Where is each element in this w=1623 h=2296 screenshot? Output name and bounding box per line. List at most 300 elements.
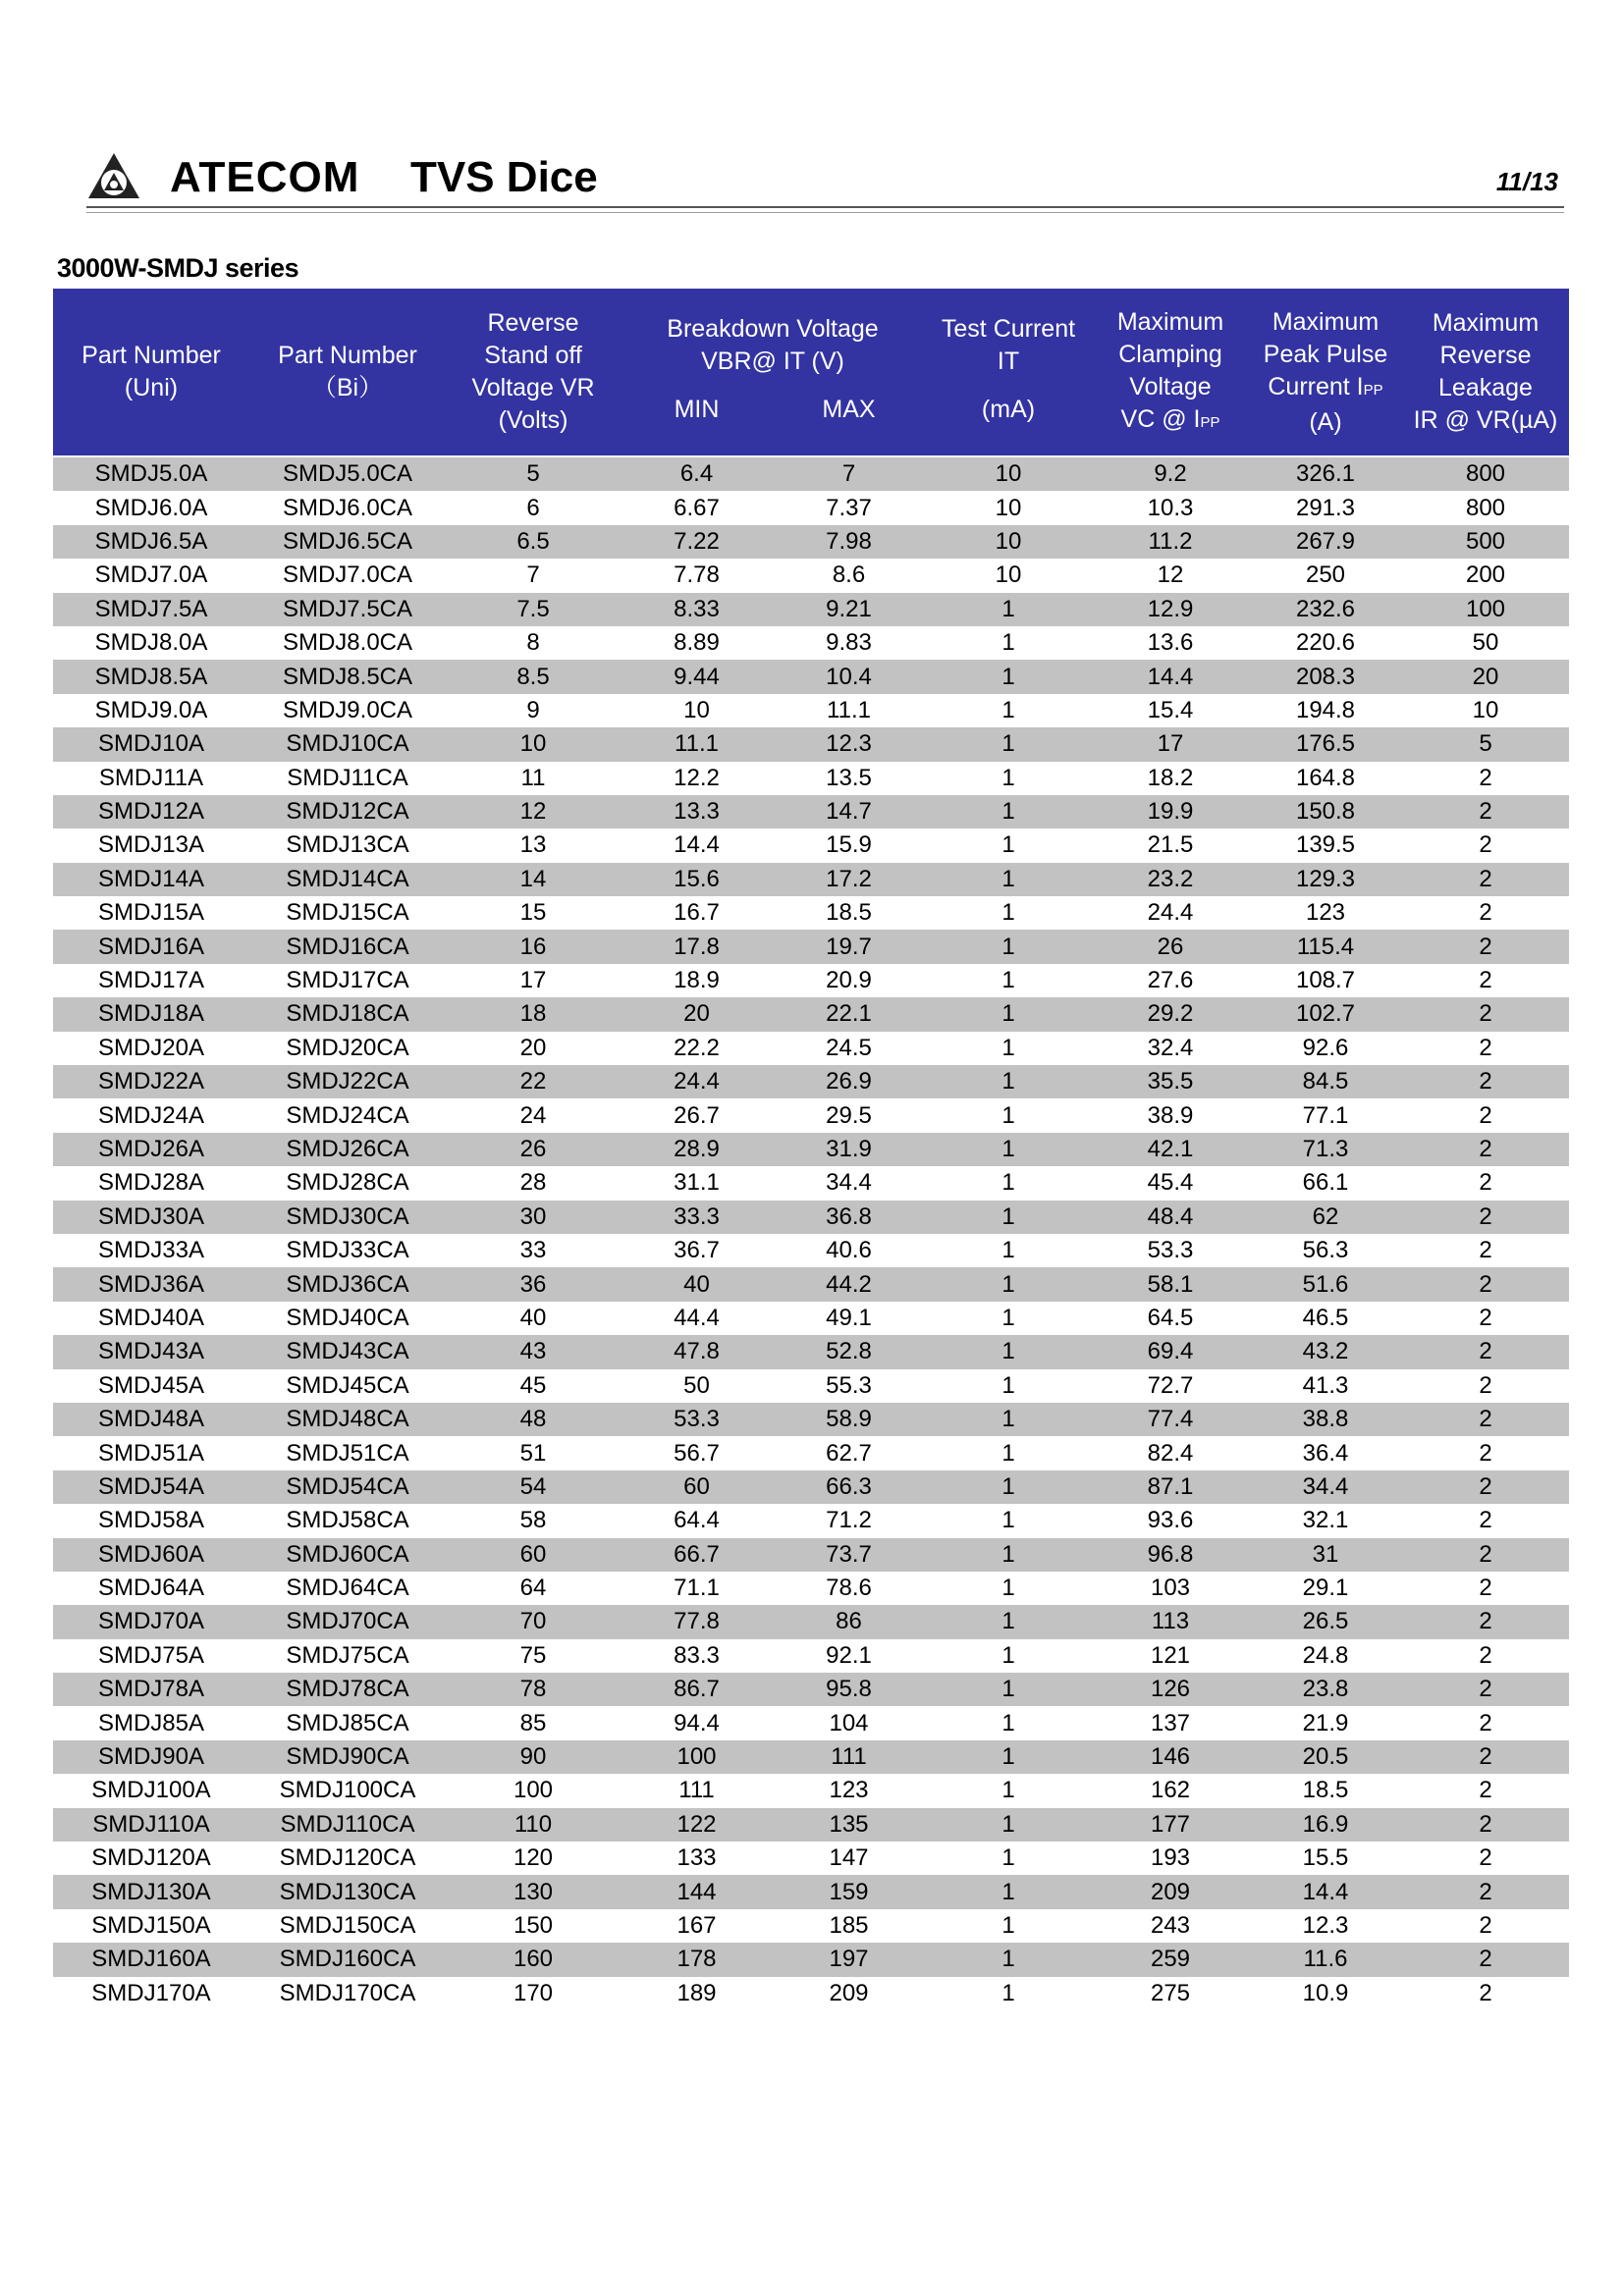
- cell-vbr-min: 86.7: [621, 1673, 773, 1706]
- cell-part-bi: SMDJ30CA: [249, 1201, 446, 1234]
- cell-ipp: 20.5: [1249, 1740, 1402, 1774]
- cell-part-bi: SMDJ18CA: [249, 997, 446, 1031]
- cell-ir: 2: [1402, 1909, 1569, 1943]
- cell-vbr-min: 31.1: [621, 1166, 773, 1200]
- cell-vbr-max: 14.7: [773, 795, 925, 828]
- cell-part-bi: SMDJ36CA: [249, 1267, 446, 1301]
- cell-vbr-min: 71.1: [621, 1572, 773, 1605]
- cell-vbr-min: 60: [621, 1470, 773, 1504]
- cell-part-bi: SMDJ58CA: [249, 1504, 446, 1537]
- cell-part-uni: SMDJ43A: [53, 1335, 249, 1368]
- table-row: [53, 762, 1569, 795]
- cell-ir: 2: [1402, 1098, 1569, 1132]
- cell-it: 1: [925, 1403, 1092, 1436]
- cell-it: 10: [925, 457, 1092, 491]
- table-row: [53, 1369, 1569, 1403]
- cell-ir: 2: [1402, 1335, 1569, 1368]
- cell-part-uni: SMDJ120A: [53, 1842, 249, 1875]
- table-row: [53, 1133, 1569, 1166]
- cell-ipp: 32.1: [1249, 1504, 1402, 1537]
- cell-vbr-max: 10.4: [773, 660, 925, 693]
- cell-vr: 7: [446, 559, 621, 592]
- cell-vbr-min: 16.7: [621, 896, 773, 930]
- col-header-part-bi: Part Number （Bi）: [278, 342, 417, 401]
- cell-vbr-min: 94.4: [621, 1706, 773, 1739]
- cell-part-bi: SMDJ26CA: [249, 1133, 446, 1166]
- cell-ir: 2: [1402, 1267, 1569, 1301]
- cell-it: 1: [925, 1639, 1092, 1673]
- col-header-vbr-min: MIN: [674, 395, 720, 423]
- cell-vc: 9.2: [1092, 457, 1249, 491]
- cell-it: 1: [925, 1335, 1092, 1368]
- cell-ipp: 62: [1249, 1201, 1402, 1234]
- cell-vr: 14: [446, 863, 621, 896]
- cell-vbr-min: 18.9: [621, 964, 773, 997]
- cell-part-uni: SMDJ8.0A: [53, 626, 249, 660]
- cell-vr: 70: [446, 1605, 621, 1638]
- cell-vr: 160: [446, 1943, 621, 1976]
- cell-ipp: 108.7: [1249, 964, 1402, 997]
- cell-vr: 17: [446, 964, 621, 997]
- cell-vc: 10.3: [1092, 491, 1249, 524]
- cell-vc: 121: [1092, 1639, 1249, 1673]
- table-row: [53, 1065, 1569, 1098]
- cell-part-uni: SMDJ45A: [53, 1369, 249, 1403]
- cell-vc: 27.6: [1092, 964, 1249, 997]
- cell-vbr-min: 22.2: [621, 1032, 773, 1065]
- cell-vc: 72.7: [1092, 1369, 1249, 1403]
- cell-part-uni: SMDJ51A: [53, 1436, 249, 1469]
- cell-vbr-max: 11.1: [773, 694, 925, 727]
- cell-part-bi: SMDJ90CA: [249, 1740, 446, 1774]
- cell-vc: 64.5: [1092, 1302, 1249, 1335]
- cell-vbr-max: 111: [773, 1740, 925, 1774]
- cell-vbr-min: 15.6: [621, 863, 773, 896]
- cell-ipp: 21.9: [1249, 1706, 1402, 1739]
- cell-vc: 26: [1092, 930, 1249, 963]
- cell-vr: 16: [446, 930, 621, 963]
- cell-part-uni: SMDJ12A: [53, 795, 249, 828]
- cell-vr: 170: [446, 1977, 621, 2010]
- cell-ir: 2: [1402, 1639, 1569, 1673]
- cell-vbr-max: 29.5: [773, 1098, 925, 1132]
- cell-ipp: 16.9: [1249, 1808, 1402, 1842]
- table-row: [53, 1201, 1569, 1234]
- cell-vr: 18: [446, 997, 621, 1031]
- cell-part-uni: SMDJ40A: [53, 1302, 249, 1335]
- cell-vbr-min: 13.3: [621, 795, 773, 828]
- cell-vbr-max: 18.5: [773, 896, 925, 930]
- cell-vbr-max: 58.9: [773, 1403, 925, 1436]
- cell-vbr-max: 26.9: [773, 1065, 925, 1098]
- table-row: [53, 1808, 1569, 1842]
- cell-vr: 100: [446, 1774, 621, 1807]
- cell-vbr-max: 66.3: [773, 1470, 925, 1504]
- table-row: [53, 593, 1569, 626]
- table-row: [53, 660, 1569, 693]
- cell-ir: 2: [1402, 1470, 1569, 1504]
- cell-it: 1: [925, 626, 1092, 660]
- cell-ir: 2: [1402, 1673, 1569, 1706]
- header-divider: [86, 212, 1564, 213]
- cell-it: 1: [925, 1875, 1092, 1908]
- cell-ipp: 123: [1249, 896, 1402, 930]
- cell-vc: 96.8: [1092, 1538, 1249, 1572]
- cell-ir: 2: [1402, 1875, 1569, 1908]
- cell-vc: 23.2: [1092, 863, 1249, 896]
- cell-vc: 193: [1092, 1842, 1249, 1875]
- cell-part-uni: SMDJ70A: [53, 1605, 249, 1638]
- cell-it: 1: [925, 1032, 1092, 1065]
- cell-it: 1: [925, 1842, 1092, 1875]
- cell-it: 1: [925, 1808, 1092, 1842]
- cell-vbr-min: 8.33: [621, 593, 773, 626]
- cell-it: 1: [925, 1369, 1092, 1403]
- cell-ipp: 102.7: [1249, 997, 1402, 1031]
- cell-part-bi: SMDJ78CA: [249, 1673, 446, 1706]
- cell-vbr-max: 15.9: [773, 828, 925, 862]
- cell-vbr-min: 133: [621, 1842, 773, 1875]
- cell-ir: 2: [1402, 896, 1569, 930]
- table-row: [53, 997, 1569, 1031]
- table-row: [53, 457, 1569, 491]
- cell-vr: 10: [446, 727, 621, 761]
- cell-ipp: 150.8: [1249, 795, 1402, 828]
- cell-ipp: 232.6: [1249, 593, 1402, 626]
- cell-ir: 20: [1402, 660, 1569, 693]
- table-row: [53, 1943, 1569, 1976]
- cell-ir: 2: [1402, 1436, 1569, 1469]
- table-row: [53, 1774, 1569, 1807]
- table-row: [53, 828, 1569, 862]
- cell-ipp: 41.3: [1249, 1369, 1402, 1403]
- cell-part-bi: SMDJ9.0CA: [249, 694, 446, 727]
- cell-vbr-min: 56.7: [621, 1436, 773, 1469]
- cell-ipp: 15.5: [1249, 1842, 1402, 1875]
- cell-part-uni: SMDJ60A: [53, 1538, 249, 1572]
- cell-vbr-max: 22.1: [773, 997, 925, 1031]
- cell-vr: 8.5: [446, 660, 621, 693]
- cell-ipp: 326.1: [1249, 457, 1402, 491]
- table-row: [53, 1234, 1569, 1267]
- cell-ir: 2: [1402, 997, 1569, 1031]
- cell-vbr-min: 64.4: [621, 1504, 773, 1537]
- table-row: [53, 1538, 1569, 1572]
- cell-ir: 500: [1402, 525, 1569, 559]
- cell-vc: 17: [1092, 727, 1249, 761]
- cell-part-uni: SMDJ64A: [53, 1572, 249, 1605]
- cell-part-uni: SMDJ17A: [53, 964, 249, 997]
- table-row: [53, 1875, 1569, 1908]
- cell-part-uni: SMDJ36A: [53, 1267, 249, 1301]
- cell-vbr-max: 71.2: [773, 1504, 925, 1537]
- cell-part-bi: SMDJ6.5CA: [249, 525, 446, 559]
- cell-it: 1: [925, 1774, 1092, 1807]
- cell-vbr-min: 7.22: [621, 525, 773, 559]
- table-row: [53, 1572, 1569, 1605]
- cell-part-uni: SMDJ75A: [53, 1639, 249, 1673]
- cell-vbr-min: 33.3: [621, 1201, 773, 1234]
- cell-part-bi: SMDJ150CA: [249, 1909, 446, 1943]
- table-row: [53, 525, 1569, 559]
- cell-vr: 40: [446, 1302, 621, 1335]
- cell-it: 1: [925, 1706, 1092, 1739]
- cell-part-uni: SMDJ33A: [53, 1234, 249, 1267]
- cell-part-uni: SMDJ130A: [53, 1875, 249, 1908]
- product-title: TVS Dice: [410, 153, 598, 201]
- cell-vc: 24.4: [1092, 896, 1249, 930]
- table-row: [53, 1302, 1569, 1335]
- cell-vbr-min: 36.7: [621, 1234, 773, 1267]
- cell-vr: 110: [446, 1808, 621, 1842]
- cell-vr: 78: [446, 1673, 621, 1706]
- cell-part-bi: SMDJ110CA: [249, 1808, 446, 1842]
- cell-ir: 50: [1402, 626, 1569, 660]
- cell-ipp: 31: [1249, 1538, 1402, 1572]
- table-row: [53, 1436, 1569, 1469]
- cell-ipp: 23.8: [1249, 1673, 1402, 1706]
- cell-vbr-max: 7.37: [773, 491, 925, 524]
- cell-it: 1: [925, 1504, 1092, 1537]
- cell-it: 1: [925, 997, 1092, 1031]
- cell-vc: 32.4: [1092, 1032, 1249, 1065]
- cell-ir: 2: [1402, 863, 1569, 896]
- cell-vr: 58: [446, 1504, 621, 1537]
- cell-part-bi: SMDJ64CA: [249, 1572, 446, 1605]
- cell-part-uni: SMDJ48A: [53, 1403, 249, 1436]
- cell-vbr-max: 55.3: [773, 1369, 925, 1403]
- cell-ir: 2: [1402, 1302, 1569, 1335]
- col-header-part-uni: Part Number (Uni): [81, 342, 221, 401]
- cell-vbr-min: 83.3: [621, 1639, 773, 1673]
- cell-vbr-min: 7.78: [621, 559, 773, 592]
- cell-ipp: 139.5: [1249, 828, 1402, 862]
- cell-vbr-max: 123: [773, 1774, 925, 1807]
- table-row: [53, 1673, 1569, 1706]
- cell-vbr-min: 14.4: [621, 828, 773, 862]
- cell-ipp: 267.9: [1249, 525, 1402, 559]
- cell-vr: 54: [446, 1470, 621, 1504]
- cell-part-bi: SMDJ54CA: [249, 1470, 446, 1504]
- cell-ipp: 115.4: [1249, 930, 1402, 963]
- cell-part-uni: SMDJ13A: [53, 828, 249, 862]
- cell-part-bi: SMDJ70CA: [249, 1605, 446, 1638]
- cell-part-uni: SMDJ78A: [53, 1673, 249, 1706]
- cell-ipp: 12.3: [1249, 1909, 1402, 1943]
- cell-part-bi: SMDJ5.0CA: [249, 457, 446, 491]
- cell-vc: 146: [1092, 1740, 1249, 1774]
- cell-vr: 64: [446, 1572, 621, 1605]
- cell-vr: 85: [446, 1706, 621, 1739]
- cell-ipp: 46.5: [1249, 1302, 1402, 1335]
- cell-vr: 11: [446, 762, 621, 795]
- table-row: [53, 727, 1569, 761]
- cell-vbr-max: 92.1: [773, 1639, 925, 1673]
- table-row: [53, 863, 1569, 896]
- cell-it: 1: [925, 828, 1092, 862]
- cell-part-uni: SMDJ90A: [53, 1740, 249, 1774]
- cell-vbr-max: 49.1: [773, 1302, 925, 1335]
- cell-vbr-min: 26.7: [621, 1098, 773, 1132]
- cell-part-bi: SMDJ43CA: [249, 1335, 446, 1368]
- cell-ir: 2: [1402, 1369, 1569, 1403]
- cell-vbr-min: 66.7: [621, 1538, 773, 1572]
- cell-vbr-max: 95.8: [773, 1673, 925, 1706]
- cell-part-uni: SMDJ9.0A: [53, 694, 249, 727]
- cell-vbr-min: 8.89: [621, 626, 773, 660]
- col-header-vr: Reverse Stand off Voltage VR (Volts): [471, 309, 595, 434]
- cell-vbr-min: 24.4: [621, 1065, 773, 1098]
- cell-part-uni: SMDJ7.5A: [53, 593, 249, 626]
- cell-it: 1: [925, 1909, 1092, 1943]
- cell-vbr-max: 34.4: [773, 1166, 925, 1200]
- cell-vbr-max: 86: [773, 1605, 925, 1638]
- cell-it: 1: [925, 930, 1092, 963]
- cell-part-bi: SMDJ60CA: [249, 1538, 446, 1572]
- cell-vc: 19.9: [1092, 795, 1249, 828]
- cell-vbr-max: 78.6: [773, 1572, 925, 1605]
- cell-it: 1: [925, 1267, 1092, 1301]
- cell-vc: 177: [1092, 1808, 1249, 1842]
- cell-vr: 48: [446, 1403, 621, 1436]
- col-header-vbr-max: MAX: [822, 395, 876, 423]
- cell-ipp: 51.6: [1249, 1267, 1402, 1301]
- cell-it: 1: [925, 1065, 1092, 1098]
- cell-it: 1: [925, 593, 1092, 626]
- cell-vc: 13.6: [1092, 626, 1249, 660]
- table-row: [53, 795, 1569, 828]
- cell-vr: 12: [446, 795, 621, 828]
- cell-vr: 120: [446, 1842, 621, 1875]
- col-header-ir: Maximum Reverse Leakage IR @ VR(µA): [1413, 309, 1558, 434]
- table-row: [53, 1032, 1569, 1065]
- cell-vc: 15.4: [1092, 694, 1249, 727]
- spec-table-body: [53, 457, 1569, 2010]
- table-row: [53, 896, 1569, 930]
- cell-vbr-min: 189: [621, 1977, 773, 2010]
- cell-it: 1: [925, 694, 1092, 727]
- cell-it: 10: [925, 491, 1092, 524]
- table-header: [53, 289, 1569, 455]
- cell-it: 1: [925, 863, 1092, 896]
- cell-it: 1: [925, 727, 1092, 761]
- cell-part-uni: SMDJ170A: [53, 1977, 249, 2010]
- cell-vc: 35.5: [1092, 1065, 1249, 1098]
- brand-name: ATECOM: [170, 153, 360, 201]
- cell-part-uni: SMDJ100A: [53, 1774, 249, 1807]
- cell-part-uni: SMDJ54A: [53, 1470, 249, 1504]
- cell-part-uni: SMDJ15A: [53, 896, 249, 930]
- cell-vbr-min: 6.4: [621, 457, 773, 491]
- table-row: [53, 1267, 1569, 1301]
- table-row: [53, 1706, 1569, 1739]
- cell-ir: 2: [1402, 1605, 1569, 1638]
- cell-it: 1: [925, 1201, 1092, 1234]
- cell-vc: 18.2: [1092, 762, 1249, 795]
- cell-ipp: 26.5: [1249, 1605, 1402, 1638]
- cell-part-uni: SMDJ18A: [53, 997, 249, 1031]
- cell-part-bi: SMDJ20CA: [249, 1032, 446, 1065]
- cell-vc: 93.6: [1092, 1504, 1249, 1537]
- cell-vbr-max: 185: [773, 1909, 925, 1943]
- cell-vc: 53.3: [1092, 1234, 1249, 1267]
- cell-it: 1: [925, 660, 1092, 693]
- cell-ir: 2: [1402, 828, 1569, 862]
- cell-ir: 2: [1402, 930, 1569, 963]
- cell-part-bi: SMDJ120CA: [249, 1842, 446, 1875]
- cell-part-uni: SMDJ11A: [53, 762, 249, 795]
- cell-part-bi: SMDJ28CA: [249, 1166, 446, 1200]
- cell-part-bi: SMDJ10CA: [249, 727, 446, 761]
- cell-it: 10: [925, 525, 1092, 559]
- cell-vr: 28: [446, 1166, 621, 1200]
- cell-it: 1: [925, 1740, 1092, 1774]
- cell-ipp: 34.4: [1249, 1470, 1402, 1504]
- cell-it: 1: [925, 1302, 1092, 1335]
- cell-ir: 2: [1402, 1133, 1569, 1166]
- cell-vbr-max: 147: [773, 1842, 925, 1875]
- cell-part-bi: SMDJ51CA: [249, 1436, 446, 1469]
- cell-vbr-min: 100: [621, 1740, 773, 1774]
- table-row: [53, 1605, 1569, 1638]
- table-row: [53, 1335, 1569, 1368]
- cell-vr: 33: [446, 1234, 621, 1267]
- cell-vbr-max: 9.83: [773, 626, 925, 660]
- cell-vr: 130: [446, 1875, 621, 1908]
- table-row: [53, 1403, 1569, 1436]
- cell-vr: 43: [446, 1335, 621, 1368]
- cell-vbr-min: 12.2: [621, 762, 773, 795]
- cell-vr: 75: [446, 1639, 621, 1673]
- cell-ir: 2: [1402, 1774, 1569, 1807]
- cell-vbr-min: 53.3: [621, 1403, 773, 1436]
- cell-vbr-min: 10: [621, 694, 773, 727]
- cell-part-bi: SMDJ14CA: [249, 863, 446, 896]
- cell-part-uni: SMDJ10A: [53, 727, 249, 761]
- cell-vc: 162: [1092, 1774, 1249, 1807]
- cell-vr: 15: [446, 896, 621, 930]
- cell-vr: 150: [446, 1909, 621, 1943]
- col-header-it: Test Current IT: [941, 315, 1076, 375]
- cell-vbr-max: 24.5: [773, 1032, 925, 1065]
- cell-vbr-max: 209: [773, 1977, 925, 2010]
- cell-ipp: 84.5: [1249, 1065, 1402, 1098]
- cell-vbr-max: 159: [773, 1875, 925, 1908]
- cell-part-uni: SMDJ6.0A: [53, 491, 249, 524]
- page-number: 11/13: [1495, 167, 1558, 196]
- cell-part-bi: SMDJ170CA: [249, 1977, 446, 2010]
- table-row: [53, 1098, 1569, 1132]
- cell-part-bi: SMDJ13CA: [249, 828, 446, 862]
- cell-part-uni: SMDJ22A: [53, 1065, 249, 1098]
- cell-it: 1: [925, 762, 1092, 795]
- cell-part-bi: SMDJ15CA: [249, 896, 446, 930]
- cell-part-uni: SMDJ28A: [53, 1166, 249, 1200]
- cell-vbr-min: 77.8: [621, 1605, 773, 1638]
- cell-vc: 126: [1092, 1673, 1249, 1706]
- cell-part-uni: SMDJ8.5A: [53, 660, 249, 693]
- cell-vr: 22: [446, 1065, 621, 1098]
- cell-part-bi: SMDJ100CA: [249, 1774, 446, 1807]
- cell-vr: 90: [446, 1740, 621, 1774]
- cell-ir: 2: [1402, 1166, 1569, 1200]
- cell-vbr-min: 144: [621, 1875, 773, 1908]
- cell-ipp: 291.3: [1249, 491, 1402, 524]
- cell-part-uni: SMDJ160A: [53, 1943, 249, 1976]
- cell-ipp: 36.4: [1249, 1436, 1402, 1469]
- cell-vr: 9: [446, 694, 621, 727]
- cell-ipp: 129.3: [1249, 863, 1402, 896]
